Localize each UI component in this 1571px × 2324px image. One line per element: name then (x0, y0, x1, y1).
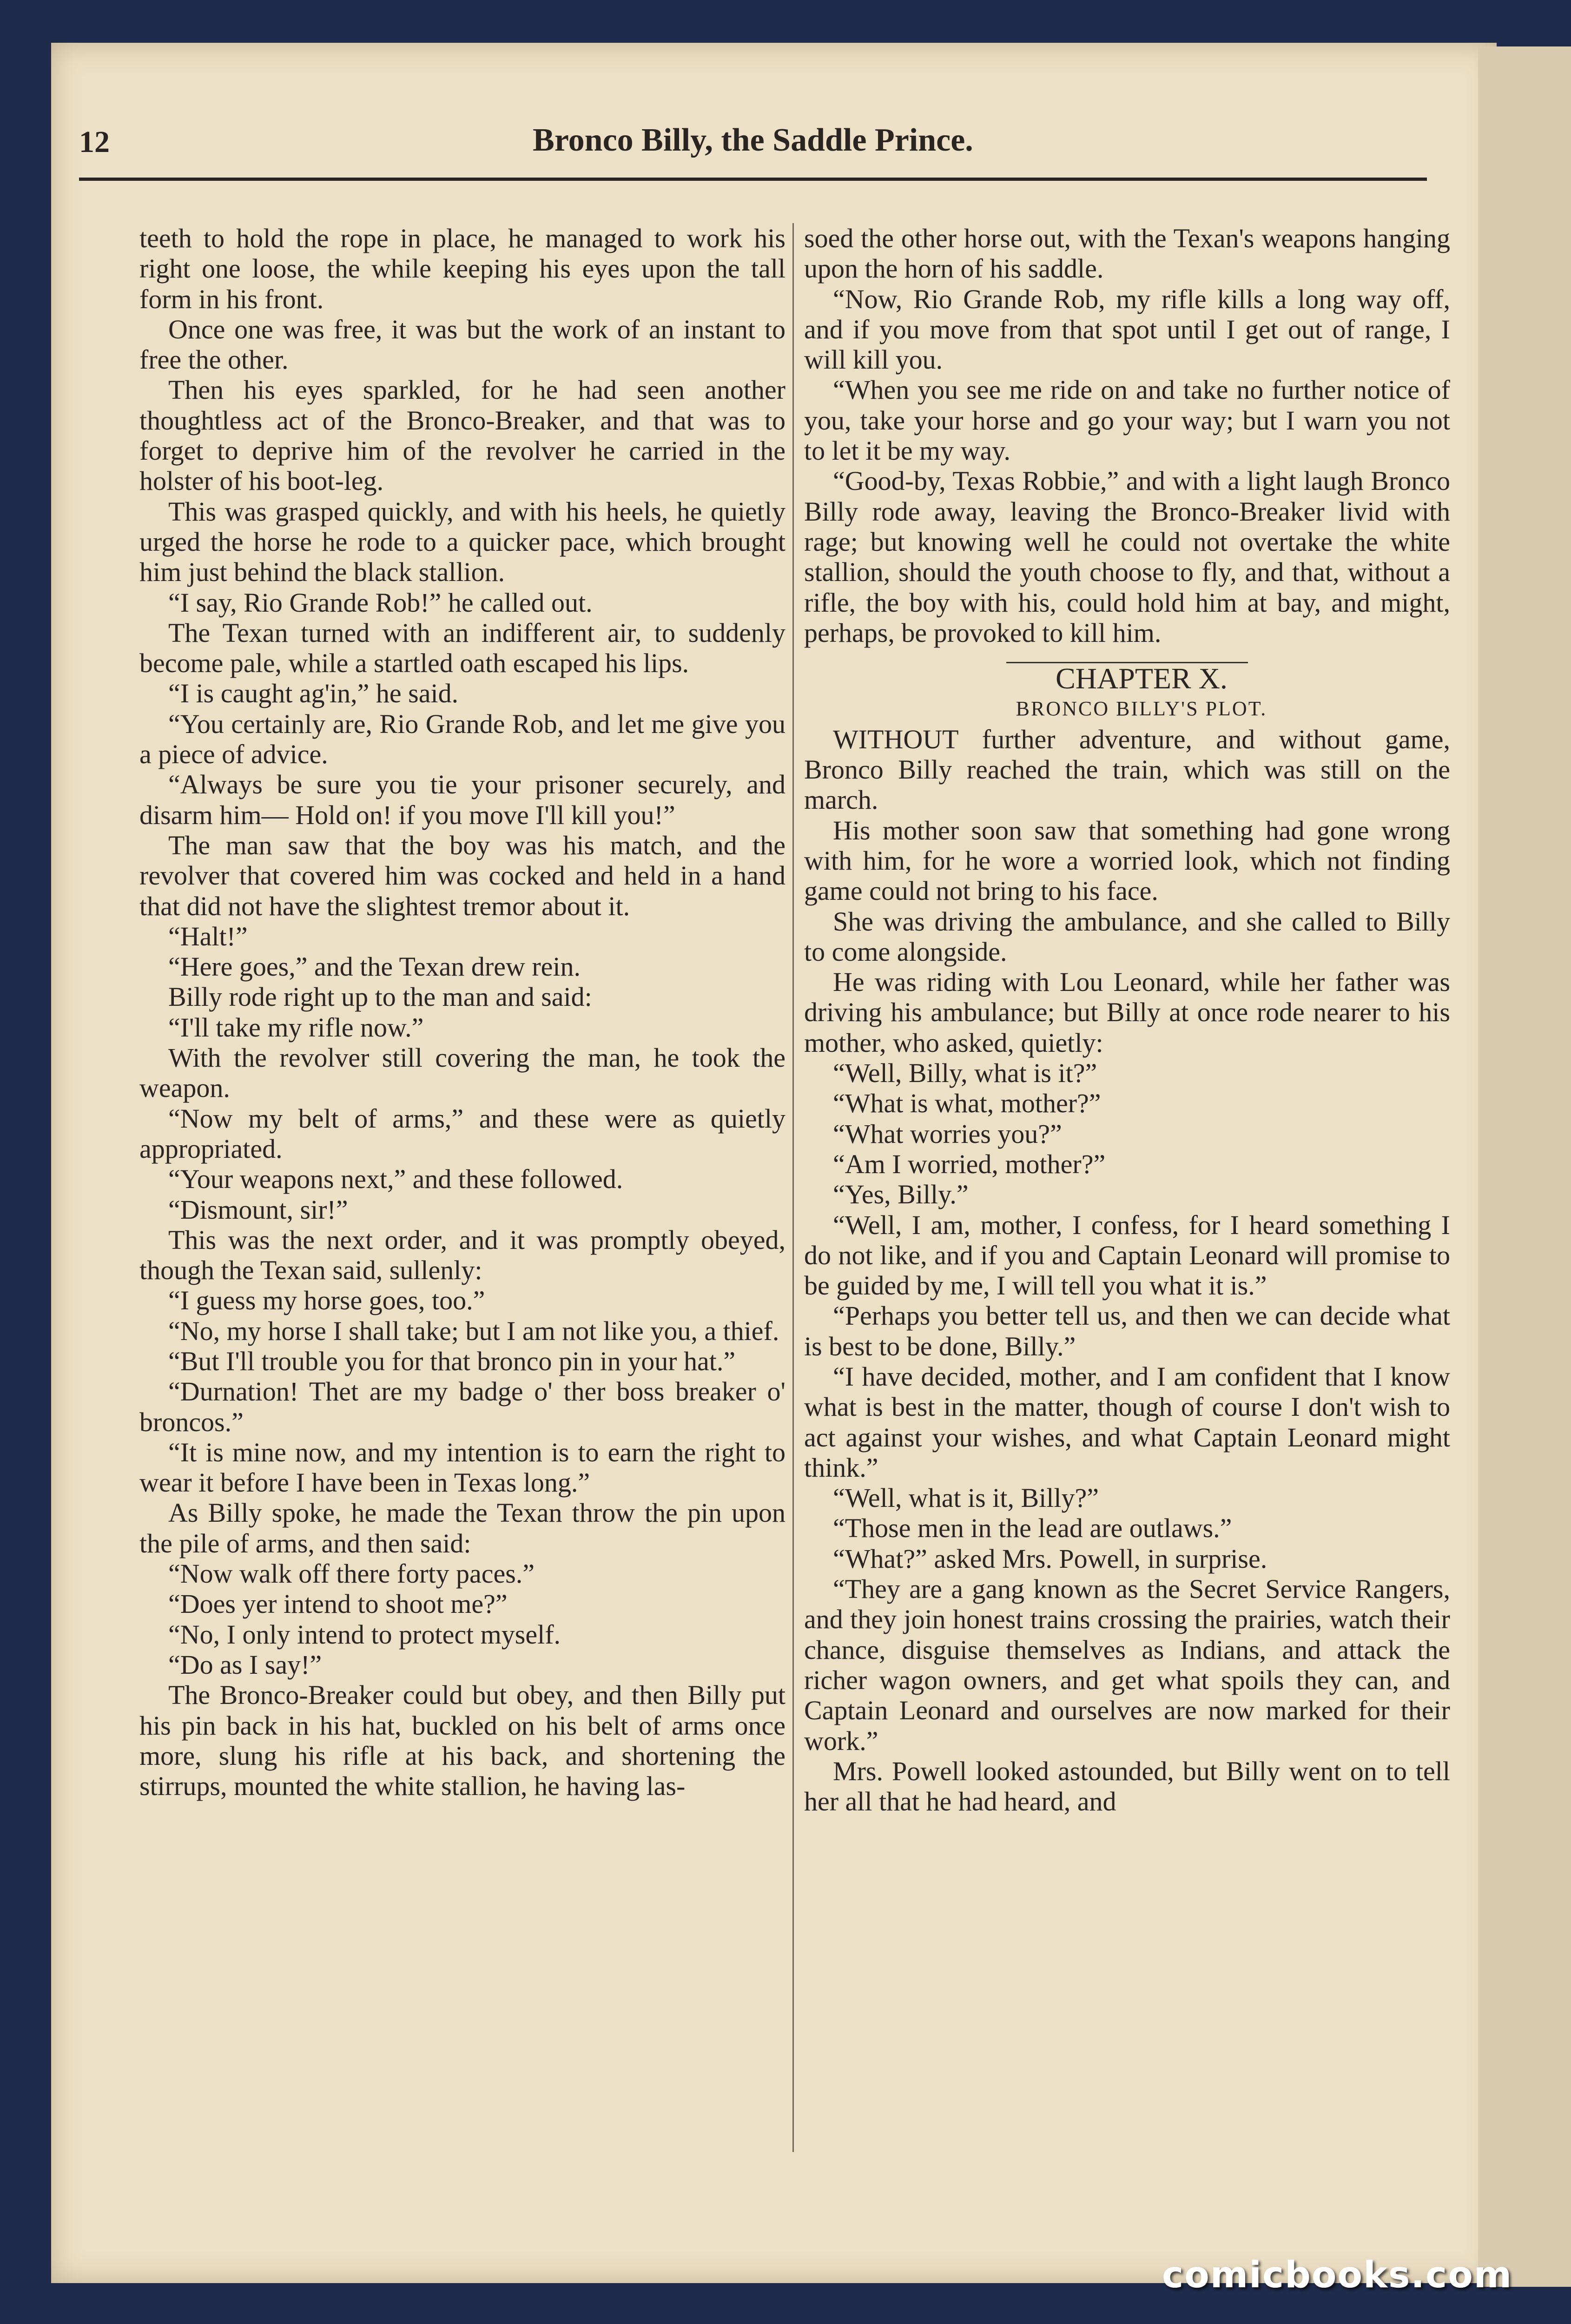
paragraph: teeth to hold the rope in place, he managed to work his right one loose, the while keeping his eyes upon the tall form in his front. (139, 223, 786, 314)
paragraph: “Well, I am, mother, I confess, for I heard something I do not like, and if you and Captain Leonard will promise to be guided by me, I will tell you what it is.” (804, 1209, 1450, 1301)
paragraph: “Now, Rio Grande Rob, my rifle kills a long way off, and if you move from that spot until I get out of range, I will kill you. (804, 284, 1450, 375)
paragraph: “When you see me ride on and take no further notice of you, take your horse and go your way; but I warn you not to let it be my way. (804, 375, 1450, 466)
chapter-heading: CHAPTER X. (1056, 662, 1228, 695)
paragraph: Mrs. Powell looked astounded, but Billy went on to tell her all that he had heard, and (804, 1756, 1450, 1817)
paragraph: “Now my belt of arms,” and these were as quietly appropriated. (139, 1103, 786, 1164)
paragraph: “Halt!” (168, 921, 248, 951)
column-divider (792, 223, 794, 2152)
paragraph: “Dismount, sir!” (168, 1194, 348, 1225)
paragraph: “Am I worried, mother?” (833, 1149, 1106, 1179)
page-header (79, 108, 1427, 181)
paragraph: “I is caught ag'in,” he said. (168, 678, 459, 709)
paragraph: “Does yer intend to shoot me?” (168, 1589, 508, 1619)
paragraph: “But I'll trouble you for that bronco pin in your hat.” (168, 1346, 736, 1376)
paragraph: “Your weapons next,” and these followed. (168, 1164, 623, 1195)
paragraph: Once one was free, it was but the work of an instant to free the other. (139, 314, 786, 375)
paragraph: “Well, what is it, Billy?” (833, 1483, 1099, 1513)
watermark-text: comicbooks.com (1162, 2254, 1513, 2296)
paragraph: “Those men in the lead are outlaws.” (833, 1513, 1232, 1544)
paragraph: “Well, Billy, what is it?” (833, 1058, 1097, 1089)
paragraph: The man saw that the boy was his match, and the revolver that covered him was cocked and held in a hand that did not have the slightest tremor about it. (139, 830, 786, 921)
paragraph: “I have decided, mother, and I am confident that I know what is best in the matter, though of course I don't wish to act against your wishes, and what Captain Leonard might think.” (804, 1361, 1450, 1483)
paragraph: With the revolver still covering the man, he took the weapon. (139, 1043, 786, 1103)
paragraph: “Good-by, Texas Robbie,” and with a light laugh Bronco Billy rode away, leaving the Bronco-Breaker livid with rage; but knowing well he could not overtake the white stallion, should the youth choose to fly, and that, without a rifle, the boy with his, could hold him at bay, and might, perhaps, be provoked to kill him. (804, 466, 1450, 648)
running-title: Bronco Billy, the Saddle Prince. (533, 122, 973, 158)
paragraph: “No, my horse I shall take; but I am not like you, a thief. (168, 1315, 779, 1346)
paragraph: The Bronco-Breaker could but obey, and then Billy put his pin back in his hat, buckled on his belt of arms once more, slung his rifle at his back, and shortening the stirrups, mounted the white stallion, he having las- (139, 1680, 786, 1802)
paragraph: “What is what, mother?” (833, 1088, 1101, 1119)
paragraph: WITHOUT further adventure, and without game, Bronco Billy reached the train, which was still on the march. (804, 724, 1450, 815)
paragraph: soed the other horse out, with the Texan's weapons hanging upon the horn of his saddle. (804, 223, 1450, 284)
paragraph: “No, I only intend to protect myself. (168, 1619, 561, 1650)
paragraph: “I'll take my rifle now.” (168, 1012, 424, 1043)
paragraph: His mother soon saw that something had gone wrong with him, for he wore a worried look, which not finding game could not bring to his face. (804, 815, 1450, 906)
paragraph: “It is mine now, and my intention is to earn the right to wear it before I have been in Texas long.” (139, 1437, 786, 1498)
paragraph: “Here goes,” and the Texan drew rein. (168, 951, 581, 982)
right-column (804, 223, 1450, 1816)
chapter-subheading: BRONCO BILLY'S PLOT. (1016, 697, 1267, 720)
paragraph: As Billy spoke, he made the Texan throw the pin upon the pile of arms, and then said: (139, 1498, 786, 1558)
paragraph: “What worries you?” (833, 1118, 1062, 1149)
paragraph: The Texan turned with an indifferent air, to suddenly become pale, while a startled oath escaped his lips. (139, 617, 786, 679)
paragraph: This was grasped quickly, and with his heels, he quietly urged the horse he rode to a quicker pace, which brought him just behind the black stallion. (139, 496, 786, 588)
paragraph: “I say, Rio Grande Rob!” he called out. (168, 587, 593, 618)
paragraph: “Always be sure you tie your prisoner securely, and disarm him— Hold on! if you move I'll kill you!” (139, 769, 786, 830)
paragraph: “Yes, Billy.” (833, 1179, 969, 1210)
paragraph: “You certainly are, Rio Grande Rob, and let me give you a piece of advice. (139, 708, 786, 770)
paragraph: “I guess my horse goes, too.” (168, 1285, 485, 1316)
paragraph: “Do as I say!” (168, 1649, 322, 1680)
paragraph: “Durnation! Thet are my badge o' ther boss breaker o' broncos.” (139, 1376, 786, 1437)
left-column (139, 223, 786, 1801)
paragraph: “Now walk off there forty paces.” (168, 1558, 535, 1589)
paragraph: Then his eyes sparkled, for he had seen another thoughtless act of the Bronco-Breaker, and that was to forget to deprive him of the revolver he carried in the holster of his boot-leg. (139, 375, 786, 496)
paragraph: “What?” asked Mrs. Powell, in surprise. (833, 1543, 1267, 1574)
facing-page-edge (1478, 46, 1571, 2287)
page-number: 12 (79, 125, 110, 159)
paragraph: This was the next order, and it was promptly obeyed, though the Texan said, sullenly: (139, 1224, 786, 1286)
paragraph: “Perhaps you better tell us, and then we can decide what is best to be done, Billy.” (804, 1301, 1450, 1361)
paragraph: She was driving the ambulance, and she called to Billy to come alongside. (804, 906, 1450, 967)
paragraph: He was riding with Lou Leonard, while her father was driving his ambulance; but Billy at once rode nearer to his mother, who asked, quietly: (804, 967, 1450, 1058)
paragraph: “They are a gang known as the Secret Service Rangers, and they join honest trains crossing the prairies, watch their chance, disguise themselves as Indians, and attack the richer wagon owners, and get what spoils they can, and Captain Leonard and ourselves are now marked for their work.” (804, 1574, 1450, 1756)
paragraph: Billy rode right up to the man and said: (168, 982, 592, 1012)
